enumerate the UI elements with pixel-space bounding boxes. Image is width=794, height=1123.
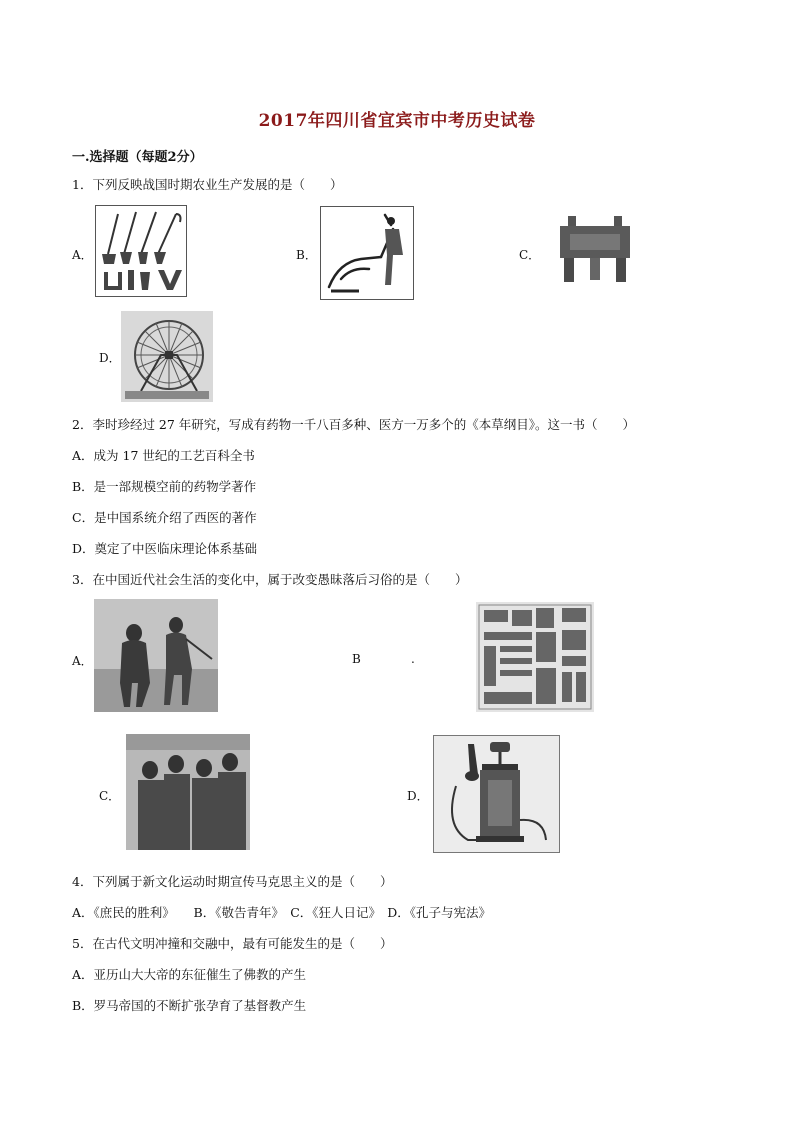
page-title: 2017年四川省宜宾市中考历史试卷 [258, 111, 536, 131]
q1-option-b-label: B． [296, 248, 317, 262]
q3-option-d-label: D． [407, 789, 429, 803]
waterwheel-model-image [121, 311, 213, 402]
q2-option-c[interactable]: C．是中国系统介绍了西医的著作 [72, 510, 257, 525]
q2-option-a[interactable]: A．成为 17 世纪的工艺百科全书 [72, 448, 255, 463]
q3-option-c-label: C． [99, 789, 121, 803]
q1-option-c-label: C． [519, 248, 541, 262]
question-4-stem: 4．下列属于新文化运动时期宣传马克思主义的是（ ） [72, 874, 393, 889]
q2-option-d[interactable]: D．奠定了中医临床理论体系基础 [72, 541, 258, 556]
section-heading: 一.选择题（每题2分） [72, 150, 203, 165]
q3-option-b-dot: . [411, 652, 415, 666]
q5-option-a[interactable]: A．亚历山大大帝的东征催生了佛教的产生 [72, 967, 307, 982]
bronze-ding-image [554, 214, 636, 284]
q4-options[interactable]: A．《庶民的胜利》 B．《敬告青年》 C．《狂人日记》 D．《孔子与宪法》 [72, 905, 492, 920]
q1-option-d-label: D． [99, 351, 121, 365]
q1-option-a-label: A． [72, 248, 93, 262]
question-2-stem: 2．李时珍经过 27 年研究，写成有药物一千八百多种、医方一万多个的《本草纲目》。这一书（ ） [72, 417, 636, 432]
question-3-stem: 3．在中国近代社会生活的变化中，属于改变愚昧落后习俗的是（ ） [72, 572, 468, 587]
q3-option-a-label: A． [72, 654, 93, 668]
ox-plough-image [320, 206, 414, 300]
question-1-stem: 1．下列反映战国时期农业生产发展的是（ ） [72, 177, 343, 192]
q5-option-b[interactable]: B．罗马帝国的不断扩张孕育了基督教产生 [72, 998, 307, 1013]
iron-farm-tools-image [95, 205, 187, 297]
newspaper-image [476, 602, 594, 712]
photo-people-image [94, 599, 218, 712]
telephone-image [433, 735, 560, 853]
q2-option-b[interactable]: B．是一部规模空前的药物学著作 [72, 479, 257, 494]
photo-crowd-image [126, 734, 250, 850]
question-5-stem: 5．在古代文明冲撞和交融中，最有可能发生的是（ ） [72, 936, 393, 951]
q3-option-b-label: B [352, 652, 361, 666]
